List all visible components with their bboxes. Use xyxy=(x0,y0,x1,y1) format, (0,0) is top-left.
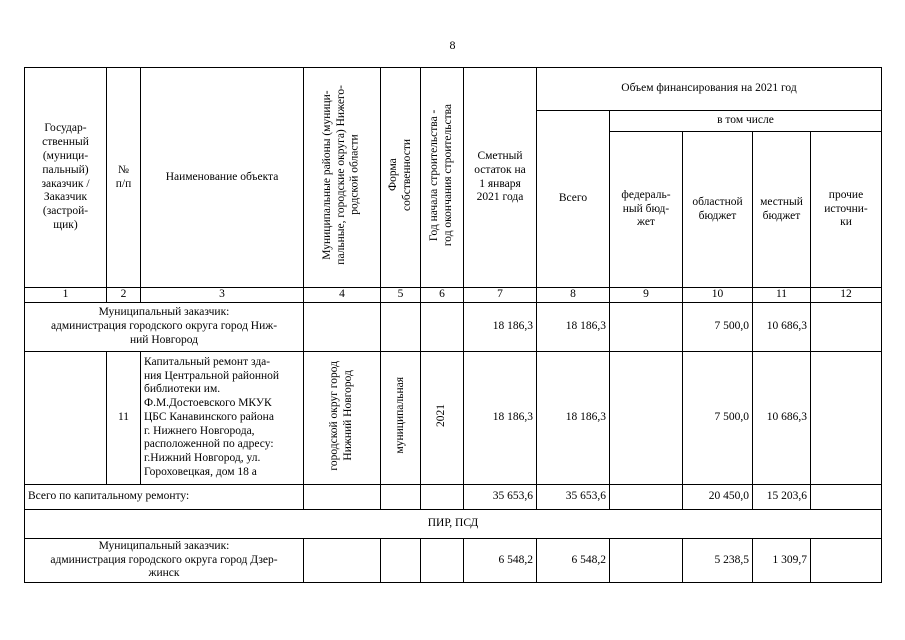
object-district: городской округ город Нижний Новгород xyxy=(328,360,354,471)
financing-table xyxy=(24,67,882,583)
balance-value: 35 653,6 xyxy=(464,484,537,509)
regional-value: 20 450,0 xyxy=(683,484,753,509)
local-value: 15 203,6 xyxy=(753,484,811,509)
customer-label: Муниципальный заказчик: администрация городского округа город Ниж- ний Новгород xyxy=(25,302,304,351)
header-years-cell xyxy=(421,68,464,288)
customer-label: Муниципальный заказчик: администрация городского округа город Дзер- жинск xyxy=(25,538,304,582)
column-number: 8 xyxy=(537,288,610,303)
object-district-cell xyxy=(304,351,381,484)
column-number: 6 xyxy=(421,288,464,303)
total-row xyxy=(25,484,882,509)
total-value: 18 186,3 xyxy=(537,351,610,484)
object-years: 2021 xyxy=(435,403,448,427)
federal-value xyxy=(610,302,683,351)
other-value xyxy=(811,302,882,351)
total-label: Всего по капитальному ремонту: xyxy=(25,484,304,509)
balance-value: 18 186,3 xyxy=(464,302,537,351)
column-number: 7 xyxy=(464,288,537,303)
empty-cell xyxy=(421,302,464,351)
object-ownership-cell xyxy=(381,351,421,484)
header-district: Муниципальные районы (муници- пальные, городские округа) Нижего- родской области xyxy=(321,85,361,265)
total-value: 18 186,3 xyxy=(537,302,610,351)
header-federal: федераль- ный бюд- жет xyxy=(610,132,683,288)
header-ownership: Форма собственности xyxy=(386,139,413,212)
regional-value: 7 500,0 xyxy=(683,351,753,484)
object-row xyxy=(25,351,882,484)
column-number: 3 xyxy=(141,288,304,303)
balance-value: 18 186,3 xyxy=(464,351,537,484)
object-ownership: муниципальная xyxy=(393,377,406,454)
empty-cell xyxy=(304,302,381,351)
empty-cell xyxy=(421,538,464,582)
object-years-cell xyxy=(421,351,464,484)
other-value xyxy=(811,351,882,484)
header-object-name: Наименование объекта xyxy=(141,68,304,288)
other-value xyxy=(811,484,882,509)
column-number: 5 xyxy=(381,288,421,303)
header-balance: Сметный остаток на 1 января 2021 года xyxy=(464,68,537,288)
federal-value xyxy=(610,484,683,509)
section-label: ПИР, ПСД xyxy=(25,509,882,538)
page-number: 8 xyxy=(449,38,456,52)
column-number: 9 xyxy=(610,288,683,303)
empty-cell xyxy=(304,538,381,582)
section-row xyxy=(25,509,882,538)
federal-value xyxy=(610,538,683,582)
empty-cell xyxy=(381,538,421,582)
column-number: 12 xyxy=(811,288,882,303)
column-number-row xyxy=(25,288,882,303)
empty-cell xyxy=(304,484,381,509)
column-number: 2 xyxy=(107,288,141,303)
header-funding: Объем финансирования на 2021 год xyxy=(537,68,882,111)
header-district-cell xyxy=(304,68,381,288)
empty-cell xyxy=(381,302,421,351)
federal-value xyxy=(610,351,683,484)
local-value: 1 309,7 xyxy=(753,538,811,582)
header-regional: областной бюджет xyxy=(683,132,753,288)
regional-value: 7 500,0 xyxy=(683,302,753,351)
total-value: 6 548,2 xyxy=(537,538,610,582)
local-value: 10 686,3 xyxy=(753,302,811,351)
customer-row xyxy=(25,302,882,351)
object-name: Капитальный ремонт зда- ния Центральной районной библиотеки им. Ф.М.Достоевского МКУК ЦБС Канавинского района г. Нижнего Новгорода, расположенной по адресу: г.Нижний Новгород, ул. Гороховецкая, дом 18 а xyxy=(141,351,304,484)
empty-cell xyxy=(25,351,107,484)
column-number: 10 xyxy=(683,288,753,303)
column-number: 1 xyxy=(25,288,107,303)
header-num: № п/п xyxy=(107,68,141,288)
total-value: 35 653,6 xyxy=(537,484,610,509)
other-value xyxy=(811,538,882,582)
header-including: в том числе xyxy=(610,111,882,132)
header-customer: Государ- ственный (муници- пальный) заказчик / Заказчик (застрой- щик) xyxy=(25,68,107,288)
header-other: прочие источни- ки xyxy=(811,132,882,288)
header-ownership-cell xyxy=(381,68,421,288)
local-value: 10 686,3 xyxy=(753,351,811,484)
header-total: Всего xyxy=(537,111,610,288)
column-number: 11 xyxy=(753,288,811,303)
object-num: 11 xyxy=(107,351,141,484)
balance-value: 6 548,2 xyxy=(464,538,537,582)
header-years: Год начала строительства - год окончания строительства xyxy=(428,104,454,247)
column-number: 4 xyxy=(304,288,381,303)
header-local: местный бюджет xyxy=(753,132,811,288)
customer-row xyxy=(25,538,882,582)
empty-cell xyxy=(421,484,464,509)
regional-value: 5 238,5 xyxy=(683,538,753,582)
empty-cell xyxy=(381,484,421,509)
